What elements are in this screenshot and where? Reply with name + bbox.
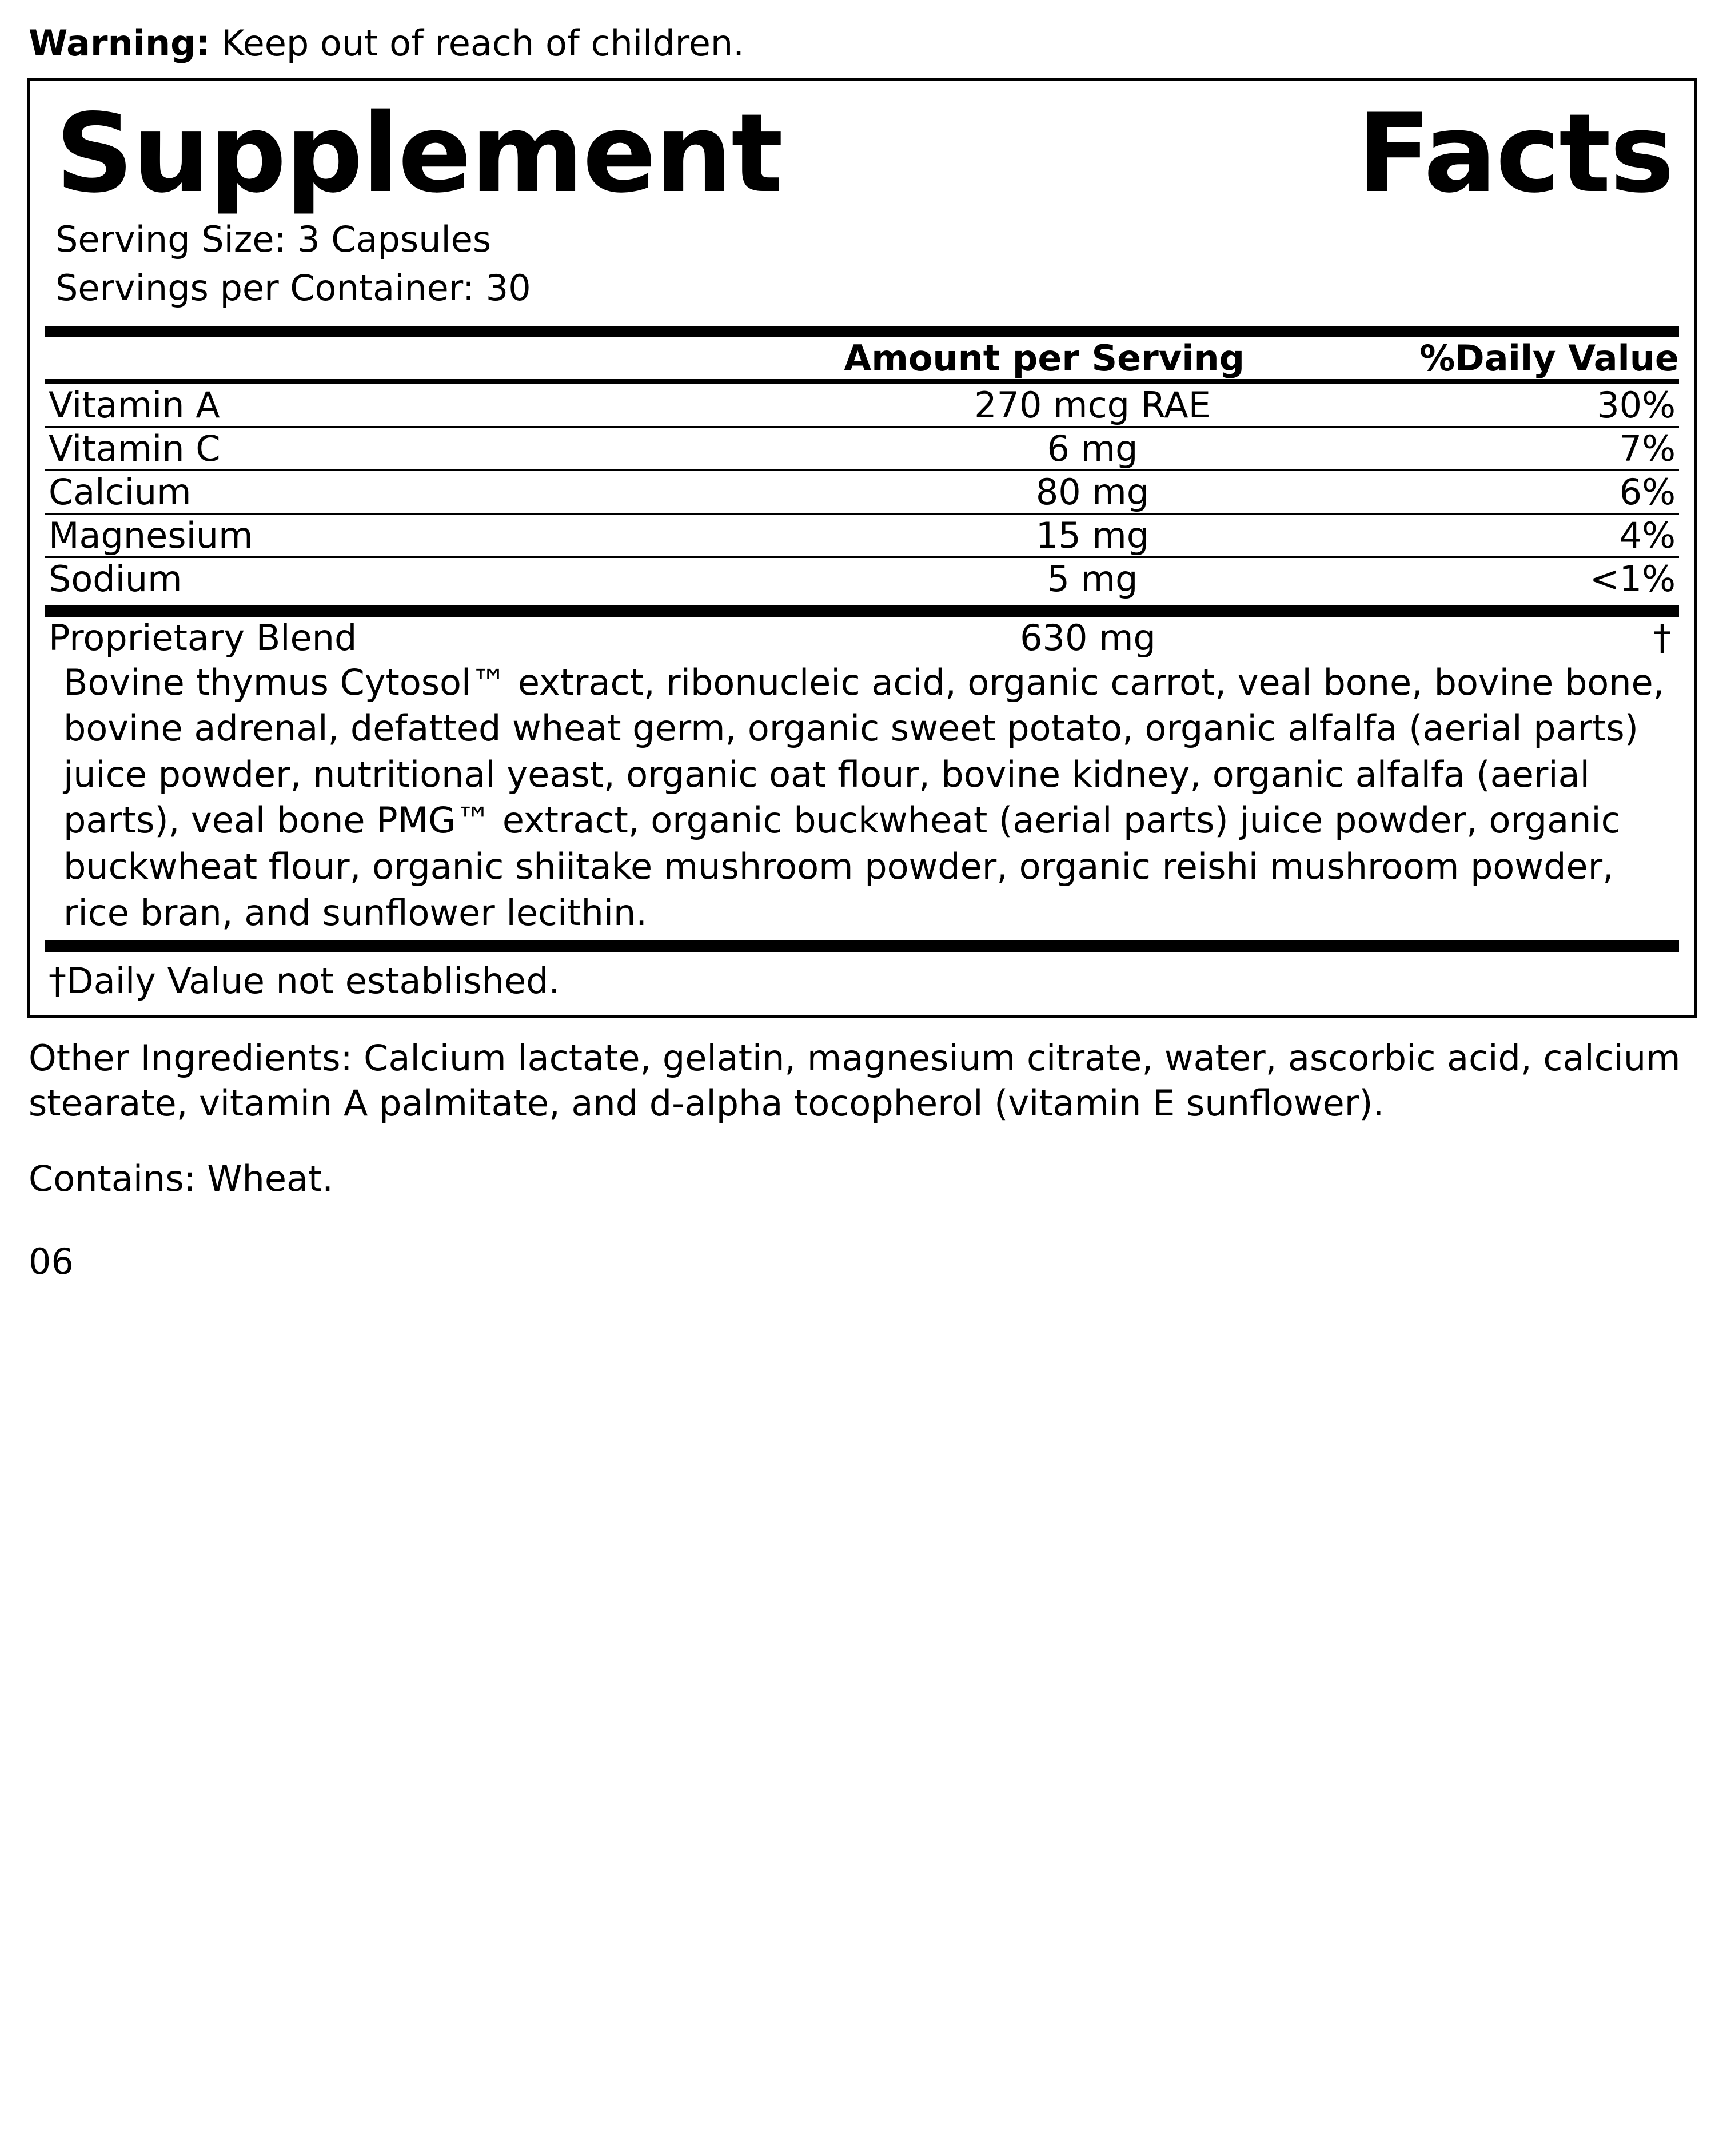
rule-above-blend: [45, 605, 1679, 617]
panel-title-word-facts: Facts: [1357, 90, 1673, 217]
header-daily-value: %Daily Value: [1419, 337, 1679, 379]
warning-label: Warning:: [29, 22, 210, 64]
warning-statement: [29, 23, 1688, 63]
nutrient-dv: 4%: [1619, 514, 1676, 556]
nutrient-name: Vitamin C: [49, 427, 221, 469]
nutrient-name: Calcium: [49, 471, 192, 513]
table-row: [45, 471, 1679, 513]
table-row: [45, 558, 1679, 600]
blend-name: Proprietary Blend: [49, 616, 357, 659]
nutrition-table: [45, 337, 1679, 379]
document-code: 06: [29, 1240, 74, 1282]
nutrient-dv: <1%: [1589, 557, 1676, 600]
header-nutrient: [45, 337, 810, 379]
panel-title: [55, 90, 1673, 217]
rule-thick-top: [45, 326, 1679, 337]
proprietary-blend-row: [45, 617, 1679, 659]
nutrient-rows: [45, 384, 1679, 600]
table-row: [45, 384, 1679, 426]
nutrient-amount: 80 mg: [1035, 471, 1150, 513]
table-row: [45, 515, 1679, 556]
header-amount-per-serving: Amount per Serving: [844, 337, 1245, 379]
supplement-facts-panel: [27, 78, 1697, 1018]
table-row: [45, 428, 1679, 469]
table-header-row: [45, 337, 1679, 379]
serving-size: Serving Size: 3 Capsules: [55, 218, 492, 261]
nutrient-amount: 5 mg: [1047, 557, 1138, 600]
nutrient-dv: 7%: [1619, 427, 1676, 469]
daily-value-footnote: †Daily Value not established.: [49, 960, 560, 1002]
nutrient-name: Magnesium: [49, 514, 253, 556]
nutrient-name: Sodium: [49, 557, 182, 600]
servings-per-container: Servings per Container: 30: [55, 266, 531, 309]
other-ingredients: Other Ingredients: Calcium lactate, gelatin, magnesium citrate, water, ascorbic acid, calcium stearate, vitamin A palmitate, and d-alpha tocopherol (vitamin E sunflower).: [29, 1037, 1681, 1124]
rule-under-header: [45, 379, 1679, 384]
contains-statement: Contains: Wheat.: [29, 1158, 333, 1200]
nutrient-amount: 270 mcg RAE: [974, 384, 1211, 426]
blend-amount: 630 mg: [1020, 616, 1156, 659]
nutrient-dv: 30%: [1597, 384, 1676, 426]
nutrient-amount: 6 mg: [1047, 427, 1138, 469]
rule-below-blend: [45, 940, 1679, 952]
panel-title-word-supplement: Supplement: [55, 90, 783, 217]
blend-ingredients: Bovine thymus Cytosol™ extract, ribonucleic acid, organic carrot, veal bone, bovine bone, bovine adrenal, defatted wheat germ, organic sweet potato, organic alfalfa (aerial parts) juice powder, nutritional yeast, organic oat flour, bovine kidney, organic alfalfa (aerial parts), veal bone PMG™ extract, organic buckwheat (aerial parts) juice powder, organic buckwheat flour, organic shiitake mushroom powder, organic reishi mushroom powder, rice bran, and sunflower lecithin.: [63, 661, 1665, 934]
nutrient-name: Vitamin A: [49, 384, 220, 426]
table-row: [45, 617, 1679, 659]
warning-text: Keep out of reach of children.: [210, 22, 744, 64]
nutrient-dv: 6%: [1619, 471, 1676, 513]
blend-dv: †: [1653, 616, 1671, 659]
nutrient-amount: 15 mg: [1035, 514, 1150, 556]
